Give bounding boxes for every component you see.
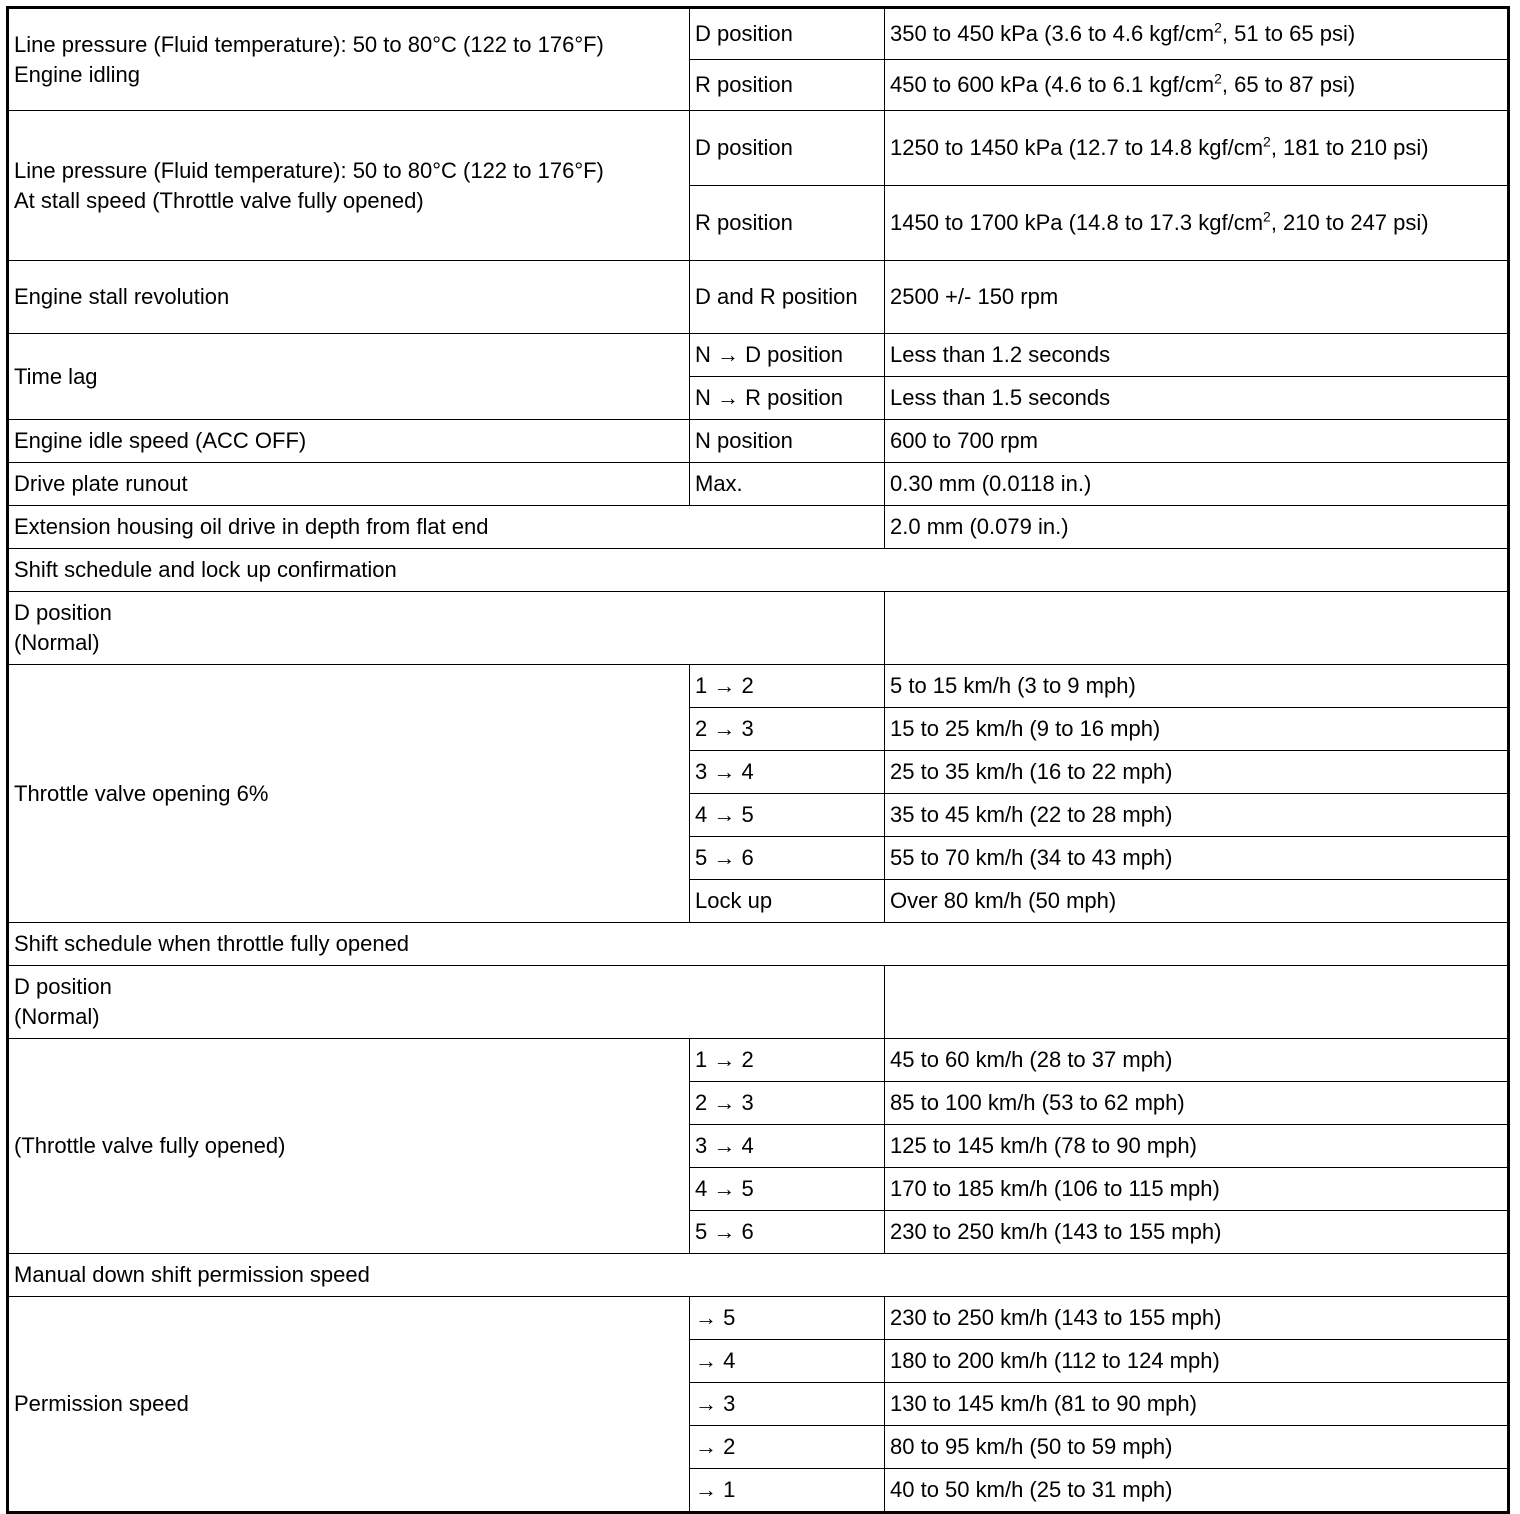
section-title: Manual down shift permission speed: [8, 1254, 1509, 1297]
position-cell: R position: [690, 60, 885, 111]
table-row: [8, 1039, 1509, 1082]
table-row: [8, 8, 1509, 60]
shift-cell: 1 → 2: [690, 1039, 885, 1082]
value-cell: 170 to 185 km/h (106 to 115 mph): [885, 1168, 1509, 1211]
value-cell: 35 to 45 km/h (22 to 28 mph): [885, 794, 1509, 837]
position-cell: D position: [690, 111, 885, 186]
table-row: [8, 334, 1509, 377]
shift-cell: 5 → 6: [690, 837, 885, 880]
table-row: [8, 1297, 1509, 1340]
value-cell: 130 to 145 km/h (81 to 90 mph): [885, 1383, 1509, 1426]
section-title: Shift schedule when throttle fully opened: [8, 923, 1509, 966]
table-row: [8, 506, 1509, 549]
position-cell: N → R position: [690, 377, 885, 420]
value-cell: 85 to 100 km/h (53 to 62 mph): [885, 1082, 1509, 1125]
shift-cell: 2 → 3: [690, 708, 885, 751]
shift-cell: 4 → 5: [690, 1168, 885, 1211]
section-title: Shift schedule and lock up confirmation: [8, 549, 1509, 592]
table-row: [8, 463, 1509, 506]
d-position-label: D position (Normal): [8, 966, 885, 1039]
shift-cell: 1 → 2: [690, 665, 885, 708]
value-cell: 40 to 50 km/h (25 to 31 mph): [885, 1469, 1509, 1513]
value-cell: 0.30 mm (0.0118 in.): [885, 463, 1509, 506]
position-cell: Max.: [690, 463, 885, 506]
row-sublabel: At stall speed (Throttle valve fully opened): [14, 187, 424, 213]
row-label: Line pressure (Fluid temperature): 50 to 80°C (122 to 176°F): [14, 31, 604, 57]
section-header-row: [8, 1254, 1509, 1297]
row-sublabel: Engine idling: [14, 61, 140, 87]
empty-cell: [885, 592, 1509, 665]
value-cell: Less than 1.5 seconds: [885, 377, 1509, 420]
row-label: Throttle valve opening 6%: [8, 665, 690, 923]
row-label: Time lag: [8, 334, 690, 420]
empty-cell: [885, 966, 1509, 1039]
value-cell: 2.0 mm (0.079 in.): [885, 506, 1509, 549]
value-cell: 55 to 70 km/h (34 to 43 mph): [885, 837, 1509, 880]
value-cell: Over 80 km/h (50 mph): [885, 880, 1509, 923]
position-cell: D and R position: [690, 261, 885, 334]
value-cell: 25 to 35 km/h (16 to 22 mph): [885, 751, 1509, 794]
shift-cell: 3 → 4: [690, 1125, 885, 1168]
value-cell: 2500 +/- 150 rpm: [885, 261, 1509, 334]
shift-cell: 3 → 4: [690, 751, 885, 794]
table-row: [8, 420, 1509, 463]
value-cell: Less than 1.2 seconds: [885, 334, 1509, 377]
position-cell: R position: [690, 186, 885, 261]
value-cell: 350 to 450 kPa (3.6 to 4.6 kgf/$cm^2$, 51 to 65 psi): [885, 8, 1509, 60]
value-cell: 180 to 200 km/h (112 to 124 mph): [885, 1340, 1509, 1383]
shift-cell: → 3: [690, 1383, 885, 1426]
shift-cell: 2 → 3: [690, 1082, 885, 1125]
table-row: [8, 592, 1509, 665]
value-cell: 230 to 250 km/h (143 to 155 mph): [885, 1211, 1509, 1254]
row-label: Permission speed: [8, 1297, 690, 1513]
shift-cell: Lock up: [690, 880, 885, 923]
position-cell: N position: [690, 420, 885, 463]
shift-cell: → 2: [690, 1426, 885, 1469]
table-row: [8, 966, 1509, 1039]
section-header-row: [8, 549, 1509, 592]
line-pressure-idle-label: [8, 8, 690, 111]
shift-cell: → 1: [690, 1469, 885, 1513]
table-row: [8, 111, 1509, 186]
row-label: Extension housing oil drive in depth from flat end: [8, 506, 885, 549]
specification-table: [6, 6, 1510, 1514]
value-cell: 1250 to 1450 kPa (12.7 to 14.8 kgf/$cm^2$, 181 to 210 psi): [885, 111, 1509, 186]
shift-cell: → 5: [690, 1297, 885, 1340]
d-position-label: D position (Normal): [8, 592, 885, 665]
line-pressure-stall-label: [8, 111, 690, 261]
shift-cell: → 4: [690, 1340, 885, 1383]
row-label: Engine stall revolution: [8, 261, 690, 334]
table-row: [8, 665, 1509, 708]
value-cell: 125 to 145 km/h (78 to 90 mph): [885, 1125, 1509, 1168]
value-cell: 450 to 600 kPa (4.6 to 6.1 kgf/$cm^2$, 65 to 87 psi): [885, 60, 1509, 111]
value-cell: 600 to 700 rpm: [885, 420, 1509, 463]
value-cell: 15 to 25 km/h (9 to 16 mph): [885, 708, 1509, 751]
row-label: Line pressure (Fluid temperature): 50 to 80°C (122 to 176°F): [14, 157, 604, 183]
row-label: Engine idle speed (ACC OFF): [8, 420, 690, 463]
value-cell: 230 to 250 km/h (143 to 155 mph): [885, 1297, 1509, 1340]
shift-cell: 5 → 6: [690, 1211, 885, 1254]
row-label: Drive plate runout: [8, 463, 690, 506]
section-header-row: [8, 923, 1509, 966]
position-cell: D position: [690, 8, 885, 60]
shift-cell: 4 → 5: [690, 794, 885, 837]
value-cell: 1450 to 1700 kPa (14.8 to 17.3 kgf/$cm^2$, 210 to 247 psi): [885, 186, 1509, 261]
value-cell: 45 to 60 km/h (28 to 37 mph): [885, 1039, 1509, 1082]
position-cell: N → D position: [690, 334, 885, 377]
row-label: (Throttle valve fully opened): [8, 1039, 690, 1254]
value-cell: 5 to 15 km/h (3 to 9 mph): [885, 665, 1509, 708]
value-cell: 80 to 95 km/h (50 to 59 mph): [885, 1426, 1509, 1469]
table-row: [8, 261, 1509, 334]
